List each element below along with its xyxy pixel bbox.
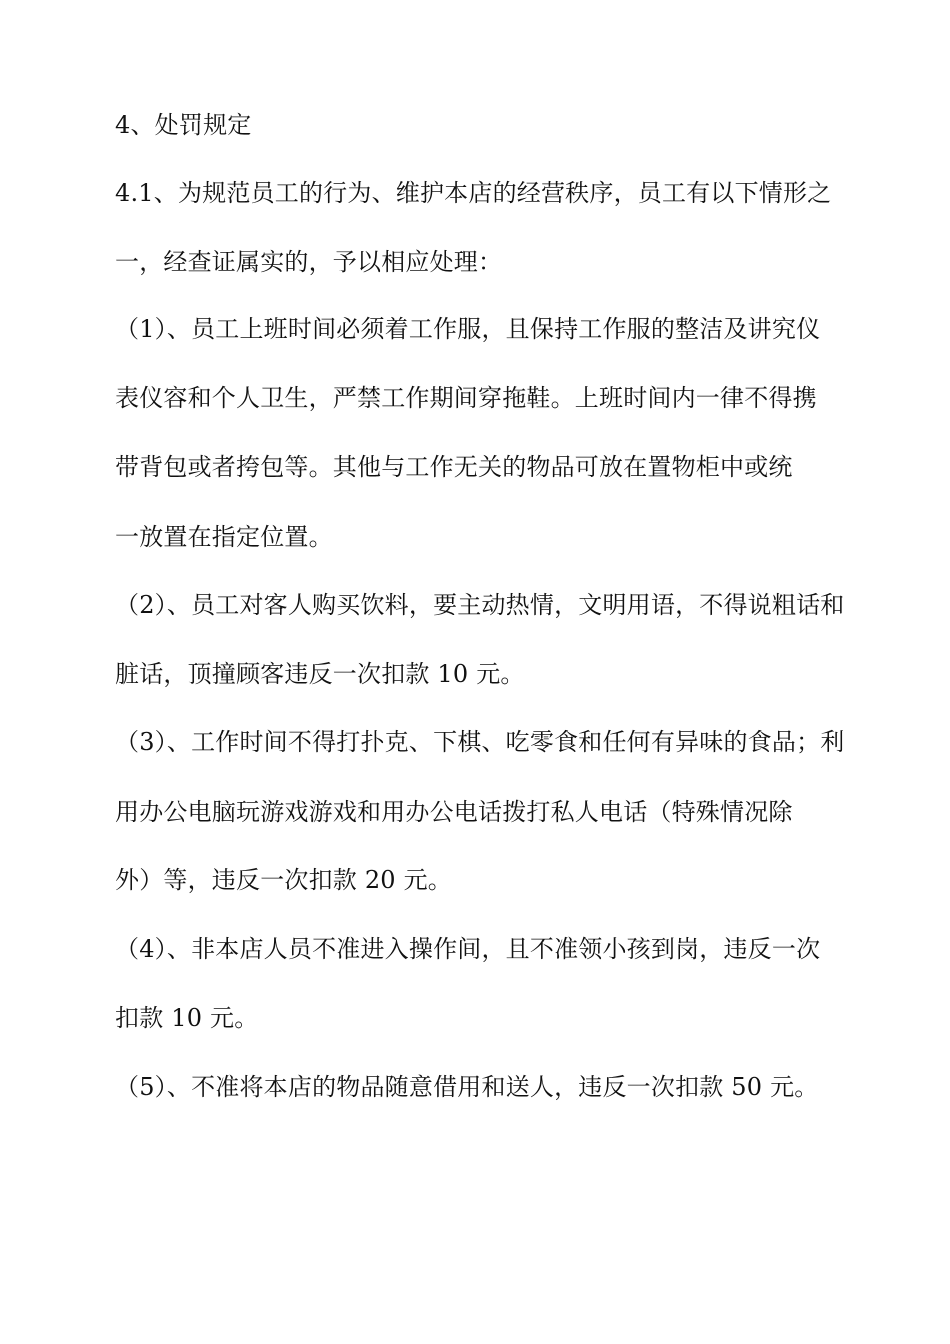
text-line: （3）、工作时间不得打扑克、下棋、吃零食和任何有异味的食品；利 — [115, 728, 845, 756]
text-line: 用办公电脑玩游戏游戏和用办公电话拨打私人电话（特殊情况除 — [115, 798, 793, 826]
text-line: 一，经查证属实的，予以相应处理： — [115, 248, 503, 276]
text-line: （2）、员工对客人购买饮料，要主动热情，文明用语，不得说粗话和 — [115, 591, 845, 619]
text-line: 脏话，顶撞顾客违反一次扣款 10 元。 — [115, 660, 525, 688]
text-line: （1）、员工上班时间必须着工作服，且保持工作服的整洁及讲究仪 — [115, 315, 821, 343]
text-line: （4）、非本店人员不准进入操作间，且不准领小孩到岗，违反一次 — [115, 935, 821, 963]
section-heading: 4、处罚规定 — [115, 111, 252, 139]
text-line: 带背包或者挎包等。其他与工作无关的物品可放在置物柜中或统 — [115, 453, 793, 481]
text-line: 一放置在指定位置。 — [115, 523, 333, 551]
text-line: 外）等，违反一次扣款 20 元。 — [115, 866, 452, 894]
text-line: 4.1、为规范员工的行为、维护本店的经营秩序，员工有以下情形之 — [115, 179, 832, 207]
text-line: （5）、不准将本店的物品随意借用和送人，违反一次扣款 50 元。 — [115, 1073, 819, 1101]
text-line: 扣款 10 元。 — [115, 1004, 259, 1032]
text-line: 表仪容和个人卫生，严禁工作期间穿拖鞋。上班时间内一律不得携 — [115, 384, 817, 412]
